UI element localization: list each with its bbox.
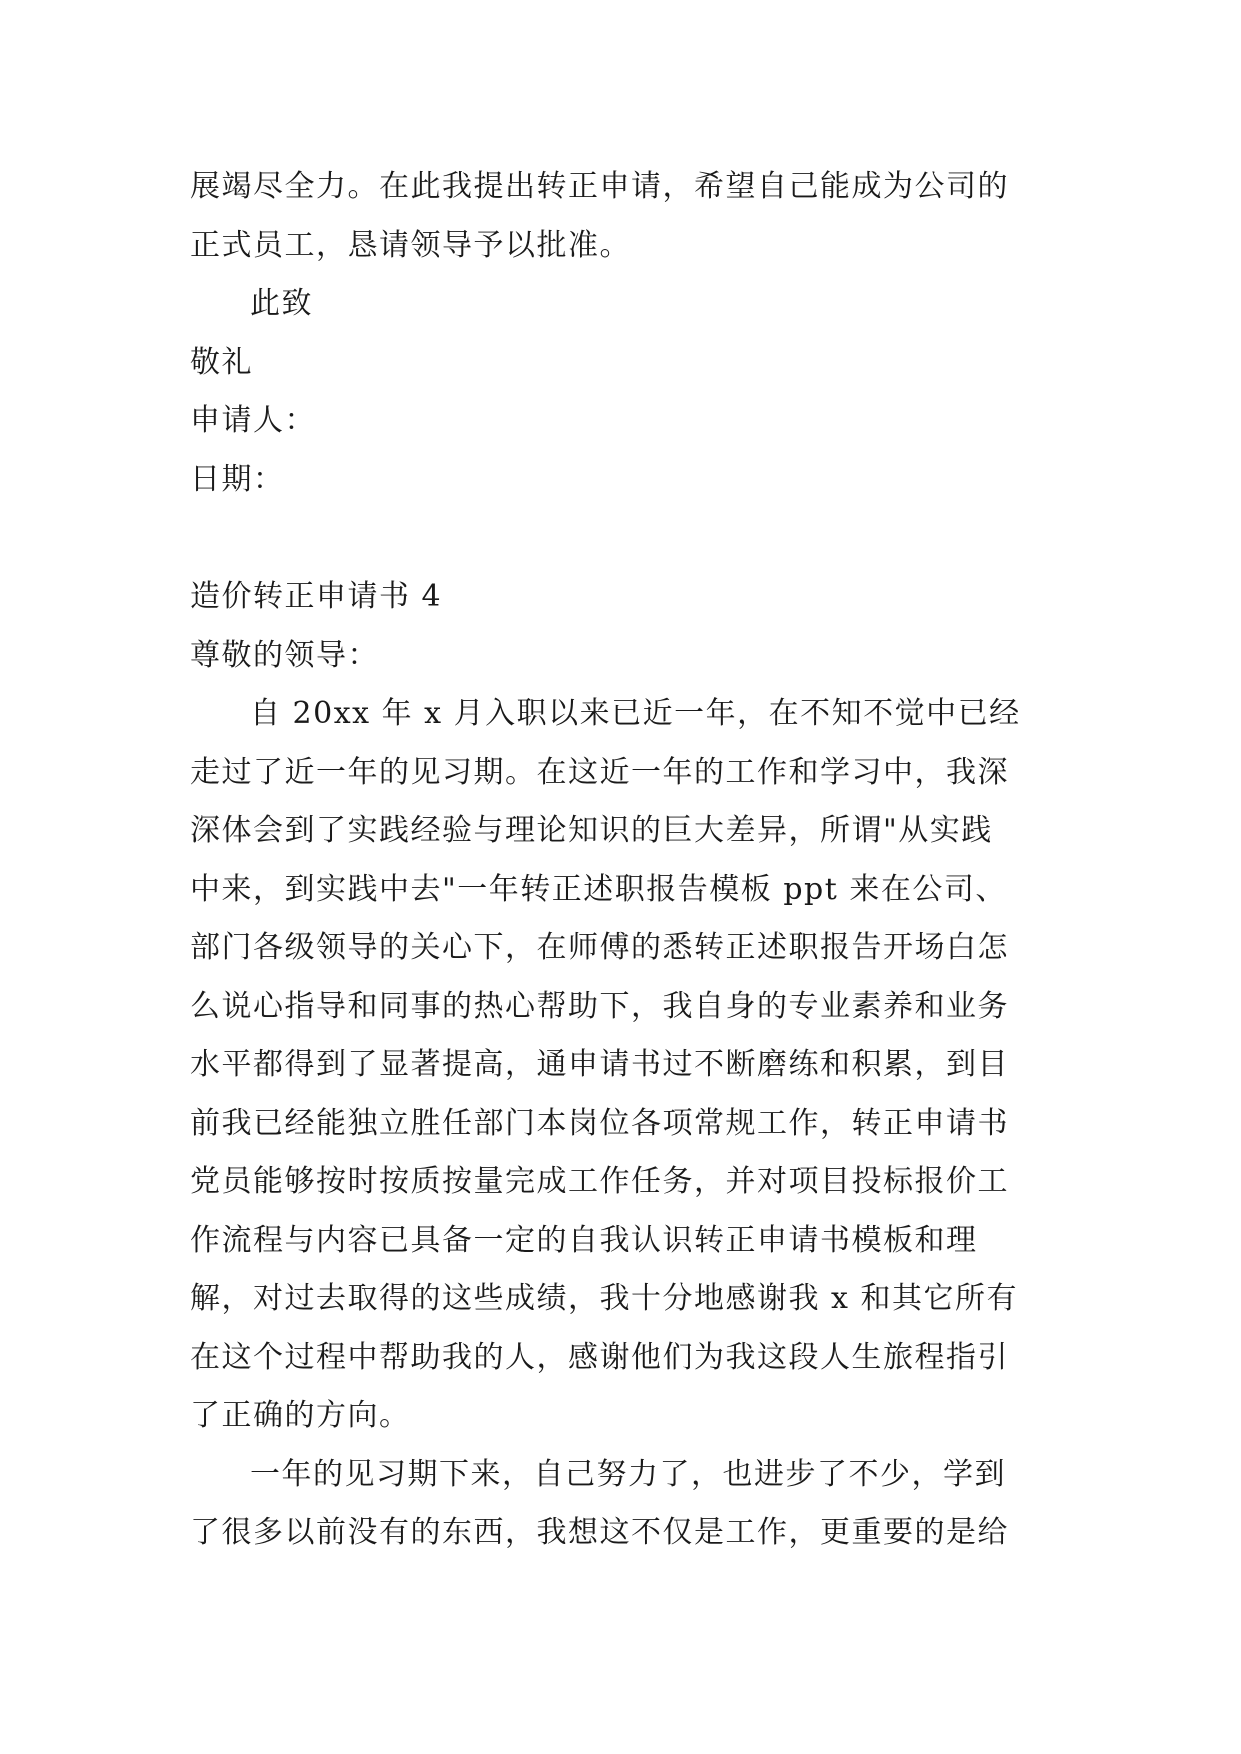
paragraph-line: 走过了近一年的见习期。在这近一年的工作和学习中，我深 — [190, 754, 1009, 790]
body-text-line: 正式员工，恳请领导予以批准。 — [190, 227, 631, 263]
date-label: 日期： — [190, 461, 285, 497]
paragraph-line: 中来，到实践中去"一年转正述职报告模板 ppt 来在公司、 — [190, 871, 1007, 907]
paragraph-line: 党员能够按时按质按量完成工作任务，并对项目投标报价工 — [190, 1164, 1009, 1199]
paragraph-line: 水平都得到了显著提高，通申请书过不断磨练和积累，到目 — [190, 1047, 1009, 1082]
applicant-label: 申请人： — [190, 403, 316, 438]
paragraph-line: 了正确的方向。 — [190, 1398, 411, 1433]
closing-text: 此致 — [250, 286, 313, 321]
regards-text: 敬礼 — [190, 344, 253, 380]
paragraph-line: 在这个过程中帮助我的人，感谢他们为我这段人生旅程指引 — [190, 1339, 1009, 1375]
paragraph-line: 解，对过去取得的这些成绩，我十分地感谢我 x 和其它所有 — [190, 1281, 1018, 1316]
paragraph-line: 作流程与内容已具备一定的自我认识转正申请书模板和理 — [190, 1222, 978, 1258]
body-text-line: 展竭尽全力。在此我提出转正申请，希望自己能成为公司的 — [190, 169, 1009, 204]
document-body — [190, 158, 1050, 1563]
salutation: 尊敬的领导： — [190, 637, 379, 673]
section-spacer — [190, 509, 1050, 568]
paragraph-line: 了很多以前没有的东西，我想这不仅是工作，更重要的是给 — [190, 1515, 1009, 1550]
paragraph-line: 前我已经能独立胜任部门本岗位各项常规工作，转正申请书 — [190, 1105, 1009, 1141]
paragraph-line: 部门各级领导的关心下，在师傅的悉转正述职报告开场白怎 — [190, 930, 1009, 965]
paragraph-line: 一年的见习期下来，自己努力了，也进步了不少，学到 — [250, 1456, 1006, 1492]
paragraph-line: 深体会到了实践经验与理论知识的巨大差异，所谓"从实践 — [190, 813, 993, 848]
paragraph-line: 么说心指导和同事的热心帮助下，我自身的专业素养和业务 — [190, 988, 1009, 1024]
paragraph-line: 自 20xx 年 x 月入职以来已近一年，在不知不觉中已经 — [250, 696, 1021, 731]
section-title: 造价转正申请书 4 — [190, 579, 443, 614]
